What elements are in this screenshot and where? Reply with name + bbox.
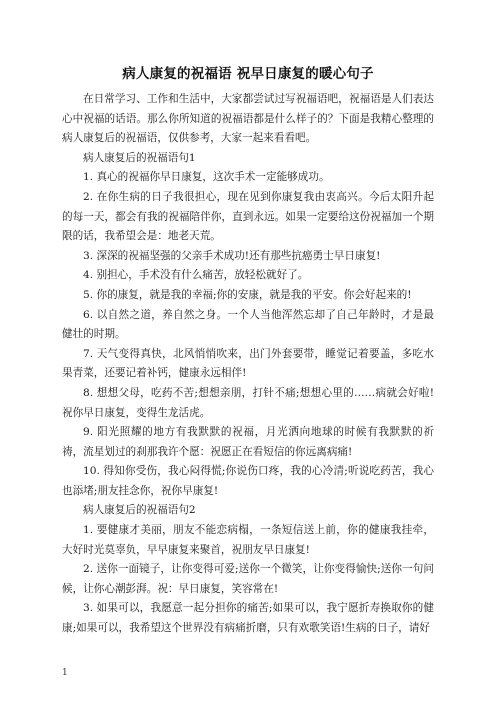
list-item: 2. 送你一面镜子，让你变得可爱;送你一个微笑，让你变得愉快;送你一句问候，让你心潮彭湃。祝：早日康复，笑容常在! (62, 563, 434, 595)
list-item: 6. 以自然之道，养自然之身。一个人当他浑然忘却了自己年龄时，才是最健壮的时期。 (62, 308, 434, 341)
list-item: 7. 天气变得真快，北风悄悄吹来，出门外套要带，睡觉记着要盖，多吃水果青菜，还要记着补钙，健康永远相伴! (62, 347, 434, 380)
list-item: 2. 在你生病的日子我很担心，现在见到你康复我由衷高兴。今后太阳升起的每一天，都会有我的祝福陪伴你，直到永远。如果一定要给这份祝福加一个期限的话，我希望会是：地老天荒。 (62, 190, 434, 243)
list-item: 10. 得知你受伤，我心闷得慌;你说伤口疼，我的心冷清;听说吃药苦，我心也添堵;朋友挂念你，祝你早康复! (62, 465, 434, 497)
list-item: 8. 想想父母，吃药不苦;想想亲朋，打针不痛;想想心里的……病就会好啦!祝你早日康复，变得生龙活虎。 (62, 386, 434, 419)
list-item: 3. 如果可以，我愿意一起分担你的痛苦;如果可以，我宁愿折寿换取你的健康;如果可以，我希望这个世界没有病痛折磨，只有欢歌笑语!生病的日子，请好 (62, 602, 434, 635)
intro-paragraph: 在日常学习、工作和生活中，大家都尝试过写祝福语吧，祝福语是人们表达心中祝福的话语。那么你所知道的祝福语都是什么样子的？下面是我精心整理的病人康复后的祝福语，仅供参考，大家一起来看看吧。 (62, 93, 434, 145)
list-item: 4. 别担心，手术没有什么痛苦，放轻松就好了。 (83, 269, 309, 282)
list-item: 5. 你的康复，就是我的幸福;你的安康，就是我的平安。你会好起来的! (83, 288, 412, 301)
list-item: 1. 真心的祝福你早日康复，这次手术一定能够成功。 (83, 171, 330, 184)
list-item: 3. 深深的祝福坚强的父亲手术成功!还有那些抗癌勇士早日康复! (83, 249, 381, 262)
document-title: 病人康复的祝福语 祝早日康复的暖心句子 (122, 66, 374, 82)
list-item: 1. 要健康才美丽，朋友不能恋病榻，一条短信送上前，你的健康我挂牵，大好时光莫辜负，早早康复来聚首，祝朋友早日康复! (62, 524, 434, 556)
list-item: 9. 阳光照耀的地方有我默默的祝福，月光洒向地球的时候有我默默的祈祷，流星划过的刹那我许个愿：祝愿正在看短信的你远离病痛! (62, 426, 434, 458)
page-number: 1 (62, 668, 68, 678)
section-heading-2: 病人康复后的祝福语句2 (83, 504, 196, 517)
document-body (62, 90, 434, 639)
section-heading-1: 病人康复后的祝福语句1 (83, 151, 196, 164)
